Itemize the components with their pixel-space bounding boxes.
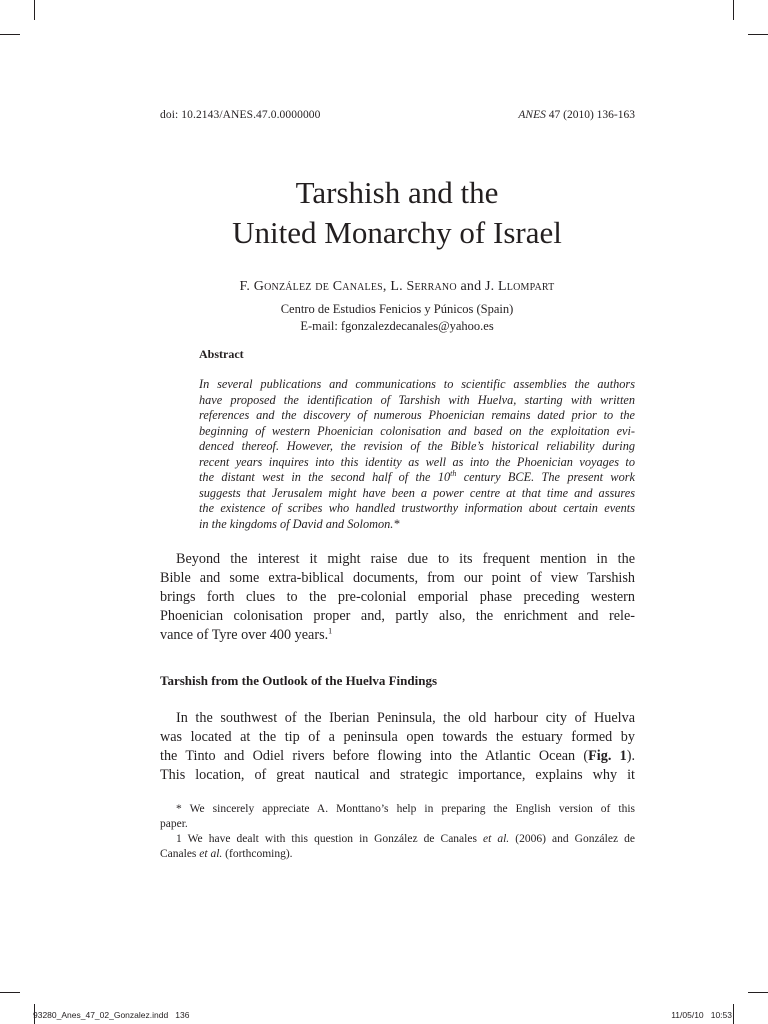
author-separator: and — [456, 279, 485, 294]
crop-mark — [748, 34, 768, 35]
footnote-line: * We sincerely appreciate A. Monttano’s help in preparing the English version of this — [176, 803, 635, 815]
section-heading: Tarshish from the Outlook of the Huelva Findings — [160, 673, 438, 688]
footnote-part: (2006) and González de — [509, 833, 635, 845]
body-line-part: ). — [626, 748, 636, 764]
footnotes — [160, 802, 635, 862]
abstract-line: references and the discovery of numerous Phoenician remains dated prior to the — [199, 408, 635, 422]
institution: Centro de Estudios Fenicios y Púnicos (Spain) — [280, 302, 514, 316]
title-line-1: Tarshish and the — [295, 175, 499, 210]
footnote-ref[interactable]: 1 — [328, 626, 333, 636]
footnote-etal: et al. — [483, 833, 510, 845]
print-slug-timestamp: 11/05/10 10:53 — [671, 1010, 732, 1020]
crop-mark — [733, 1004, 734, 1024]
abstract-line: in the kingdoms of David and Solomon.* — [199, 516, 400, 531]
body-paragraph-1 — [160, 550, 635, 645]
body-line: was located at the tip of a peninsula open towards the estuary formed by — [160, 729, 635, 745]
crop-mark — [0, 992, 20, 993]
author-3: J. Llompart — [485, 279, 555, 294]
affiliation — [160, 301, 634, 335]
body-line — [160, 626, 635, 645]
footnote-line — [160, 832, 635, 847]
body-line: This location, of great nautical and strategic importance, explains why it — [160, 767, 635, 783]
journal-citation — [518, 109, 635, 121]
contact-email: E-mail: fgonzalezdecanales@yahoo.es — [300, 319, 494, 333]
abstract-line: have proposed the identification of Tarshish with Huelva, starting with written — [199, 392, 635, 407]
body-line: Phoenician colonisation proper and, partly also, the enrichment and rele- — [160, 608, 635, 624]
abstract-line: recent years inquires into this identity as well as into the Phoenician voyages to — [199, 454, 635, 469]
crop-mark — [733, 0, 734, 20]
crop-mark — [0, 34, 20, 35]
footnote-part: Canales — [160, 848, 200, 860]
abstract-heading: Abstract — [199, 347, 244, 361]
abstract-line — [199, 470, 635, 486]
author-1: F. González de Canales — [239, 279, 383, 294]
footnote-line: paper. — [160, 818, 188, 830]
body-line — [160, 747, 635, 766]
article-title — [160, 173, 634, 253]
abstract-text — [199, 377, 635, 532]
body-line-part: the Tinto and Odiel rivers before flowing into the Atlantic Ocean ( — [160, 748, 589, 764]
abstract-line: beginning of western Phoenician colonisation and based on the exploitation evi- — [199, 423, 635, 438]
title-line-2: United Monarchy of Israel — [232, 215, 562, 250]
body-line-part: vance of Tyre over 400 years. — [160, 627, 329, 643]
body-line: Beyond the interest it might raise due to its frequent mention in the — [176, 551, 635, 567]
footnote-line — [160, 847, 635, 862]
abstract-line-part: the distant west in the second half of the 10 — [199, 470, 451, 484]
abstract-line: suggests that Jerusalem might have been a power centre at that time and assures — [199, 485, 635, 500]
footnote-part: 1 We have dealt with this question in González de Canales — [176, 833, 483, 845]
body-paragraph-2 — [160, 709, 635, 785]
doi-reference: doi: 10.2143/ANES.47.0.0000000 — [160, 109, 321, 121]
abstract-line: In several publications and communications to scientific assemblies the authors — [199, 377, 635, 391]
abstract-line: the existence of scribes who handled trustworthy information about certain events — [199, 501, 635, 515]
journal-volume-pages: 47 (2010) 136-163 — [548, 109, 635, 121]
body-line: Bible and some extra-biblical documents, from our point of view Tarshish — [160, 570, 635, 586]
body-line: In the southwest of the Iberian Peninsula, the old harbour city of Huelva — [176, 710, 635, 726]
author-separator: , — [382, 279, 391, 294]
footnote-etal: et al. — [199, 848, 223, 860]
author-2: L. Serrano — [390, 279, 457, 294]
footnote-part: (forthcoming). — [222, 848, 293, 860]
print-slug-filename: 93280_Anes_47_02_Gonzalez.indd 136 — [33, 1010, 190, 1020]
superscript: th — [450, 468, 457, 478]
crop-mark — [34, 0, 35, 20]
journal-abbreviation: ANES — [518, 109, 546, 121]
abstract-line-part: century BCE. The present work — [456, 470, 635, 484]
crop-mark — [748, 992, 768, 993]
body-line: brings forth clues to the pre-colonial emporial phase preceding western — [160, 589, 635, 605]
abstract-line: denced thereof. However, the revision of the Bible’s historical reliability during — [199, 439, 635, 453]
author-list — [160, 279, 634, 295]
figure-reference[interactable]: Fig. 1 — [588, 748, 627, 764]
